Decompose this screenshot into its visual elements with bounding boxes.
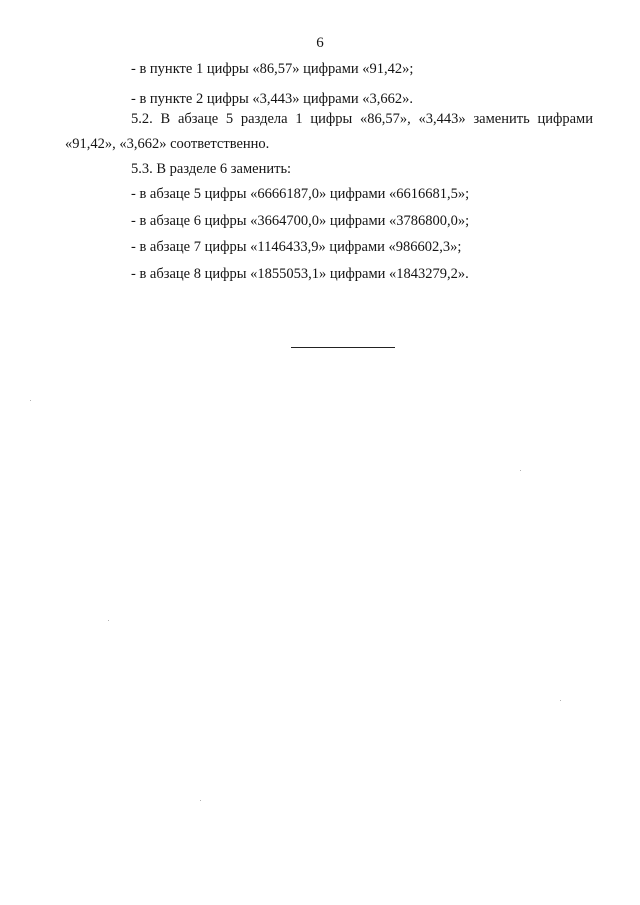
text-line-1: - в пункте 1 цифры «86,57» цифрами «91,42»;	[131, 61, 414, 77]
text-line-9: - в абзаце 8 цифры «1855053,1» цифрами «1843279,2».	[131, 266, 469, 282]
text-line-6: - в абзаце 5 цифры «6666187,0» цифрами «6616681,5»;	[131, 186, 470, 202]
text-line-3: 5.2. В абзаце 5 раздела 1 цифры «86,57», «3,443» заменить цифрами	[131, 111, 593, 127]
text-line-5: 5.3. В разделе 6 заменить:	[131, 161, 292, 177]
text-line-8: - в абзаце 7 цифры «1146433,9» цифрами «986602,3»;	[131, 239, 462, 255]
closing-rule	[291, 347, 395, 348]
scan-speck	[560, 700, 561, 701]
text-line-4: «91,42», «3,662» соответственно.	[65, 136, 270, 152]
scan-speck	[520, 470, 521, 471]
scan-speck	[108, 620, 109, 621]
scan-speck	[200, 800, 201, 801]
text-line-2: - в пункте 2 цифры «3,443» цифрами «3,662».	[131, 91, 414, 107]
page-number: 6	[316, 35, 324, 51]
scan-speck	[30, 400, 31, 401]
text-line-7: - в абзаце 6 цифры «3664700,0» цифрами «3786800,0»;	[131, 213, 470, 229]
